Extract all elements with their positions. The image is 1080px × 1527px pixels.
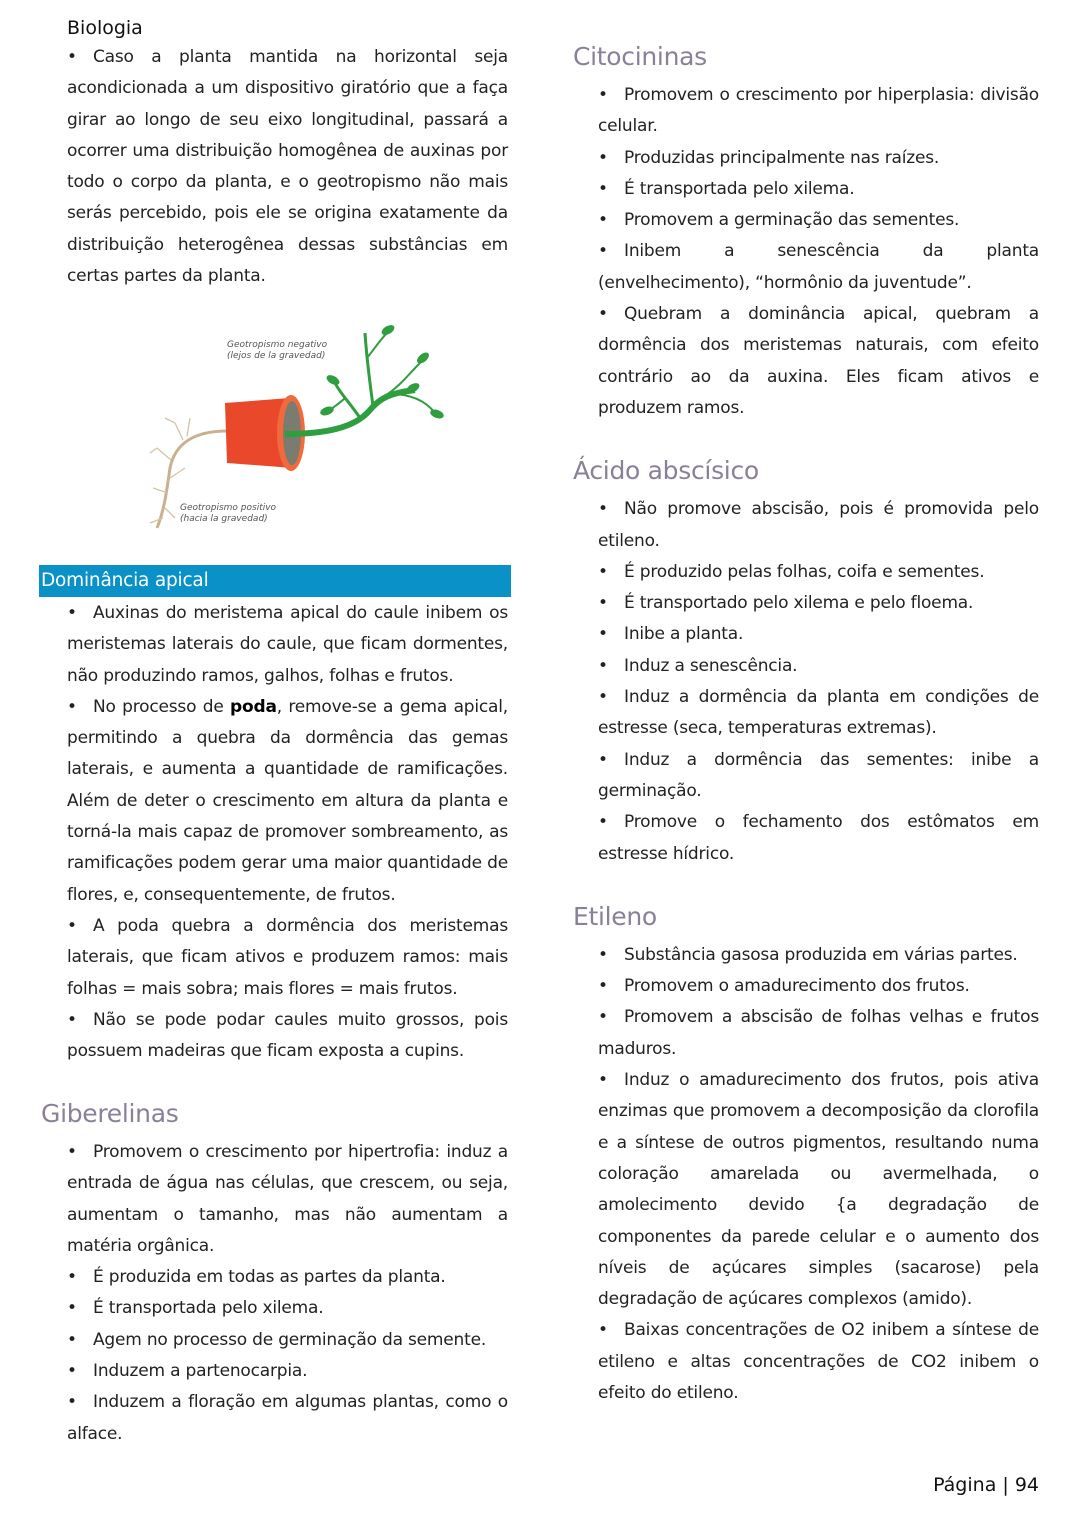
list-item: • Promovem o crescimento por hiperplasia: divisão celular.: [598, 80, 1039, 143]
list-item: • Promovem a abscisão de folhas velhas e frutos maduros.: [598, 1002, 1039, 1065]
list-item: • Promovem a germinação das sementes.: [598, 205, 1039, 236]
list-item: • Baixas concentrações de O2 inibem a síntese de etileno e altas concentrações de CO2 inibem o efeito do etileno.: [598, 1315, 1039, 1409]
dominancia-apical-section: [67, 598, 508, 1067]
list-item: • É produzido pelas folhas, coifa e sementes.: [598, 557, 1039, 588]
page-number: Página | 94: [933, 1474, 1039, 1496]
intro-paragraph: • Caso a planta mantida na horizontal seja acondicionada a um dispositivo giratório que a faça girar ao longo de seu eixo longitudinal, passará a ocorrer uma distribuição homogênea de auxinas por todo o corpo da planta, e o geotropismo não mais serás percebido, pois ele se origina exatamente da distribuição heterogênea dessas substâncias em certas partes da planta.: [67, 42, 508, 292]
section-heading-giberelinas: Giberelinas: [41, 1099, 179, 1128]
list-item: • É produzida em todas as partes da planta.: [67, 1262, 508, 1293]
list-item: • Produzidas principalmente nas raízes.: [598, 143, 1039, 174]
list-item: • É transportada pelo xilema.: [67, 1293, 508, 1324]
section-band-dominancia-apical: Dominância apical: [39, 565, 511, 597]
list-item: • Substância gasosa produzida em várias partes.: [598, 940, 1039, 971]
list-item: • Não se pode podar caules muito grossos, pois possuem madeiras que ficam exposta a cupins.: [67, 1005, 508, 1068]
list-item: • É transportada pelo xilema.: [598, 174, 1039, 205]
list-item: • Inibem a senescência da planta (envelhecimento), “hormônio da juventude”.: [598, 236, 1039, 299]
section-heading-citocininas: Citocininas: [573, 42, 707, 71]
list-item: • Auxinas do meristema apical do caule inibem os meristemas laterais do caule, que ficam dormentes, não produzindo ramos, galhos, folhas e frutos.: [67, 598, 508, 692]
section-heading-etileno: Etileno: [573, 901, 657, 931]
list-item: • A poda quebra a dormência dos meristemas laterais, que ficam ativos e produzem ramos: mais folhas = mais sobra; mais flores = mais frutos.: [67, 911, 508, 1005]
list-item: • Inibe a planta.: [598, 619, 1039, 650]
list-item: • Induz o amadurecimento dos frutos, pois ativa enzimas que promovem a decomposição da clorofila e a síntese de outros pigmentos, resultando numa coloração amarelada ou avermelhada, o amolecimento devido {a degradação de componentes da parede celular e o aumento dos níveis de açúcares simples (sacarose) pela degradação de açúcares complexos (amido).: [598, 1065, 1039, 1315]
list-item: • Induz a dormência da planta em condições de estresse (seca, temperaturas extremas).: [598, 682, 1039, 745]
list-item: • Promovem o amadurecimento dos frutos.: [598, 971, 1039, 1002]
keyword-poda: poda: [230, 696, 277, 717]
list-item: • Induzem a partenocarpia.: [67, 1356, 508, 1387]
negative-geotropism-label: Geotropismo negativo (lejos de la gravedad): [227, 340, 328, 361]
list-item: • Quebram a dominância apical, quebram a dormência dos meristemas naturais, com efeito contrário ao da auxina. Eles ficam ativos e produzem ramos.: [598, 299, 1039, 424]
right-column: [573, 40, 1039, 1409]
list-item: • Promove o fechamento dos estômatos em estresse hídrico.: [598, 807, 1039, 870]
list-item: • Não promove abscisão, pois é promovida pelo etileno.: [598, 494, 1039, 557]
list-item: • Promovem o crescimento por hipertrofia: induz a entrada de água nas células, que crescem, ou seja, aumentam o tamanho, mas não aumentam a matéria orgânica.: [67, 1137, 508, 1262]
positive-geotropism-label: Geotropismo positivo (hacia la gravedad): [180, 503, 277, 524]
subject-header: Biologia: [67, 17, 143, 39]
giberelinas-section: [41, 1097, 508, 1450]
list-item: • Induz a dormência das sementes: inibe a germinação.: [598, 745, 1039, 808]
list-item: • Agem no processo de germinação da semente.: [67, 1325, 508, 1356]
list-item: • É transportado pelo xilema e pelo floema.: [598, 588, 1039, 619]
left-column: [67, 14, 508, 292]
list-item: • Induzem a floração em algumas plantas, como o alface.: [67, 1387, 508, 1450]
geotropism-figure: [135, 318, 455, 538]
list-item: • Induz a senescência.: [598, 651, 1039, 682]
section-heading-acido-abscisico: Ácido abscísico: [573, 456, 759, 486]
list-item: • No processo de poda, remove-se a gema apical, permitindo a quebra da dormência das gemas laterais, e aumenta a quantidade de ramificações. Além de deter o crescimento em altura da planta e torná-la mais capaz de promover sombreamento, as ramificações podem gerar uma maior quantidade de flores, e, consequentemente, de frutos.: [67, 692, 508, 911]
